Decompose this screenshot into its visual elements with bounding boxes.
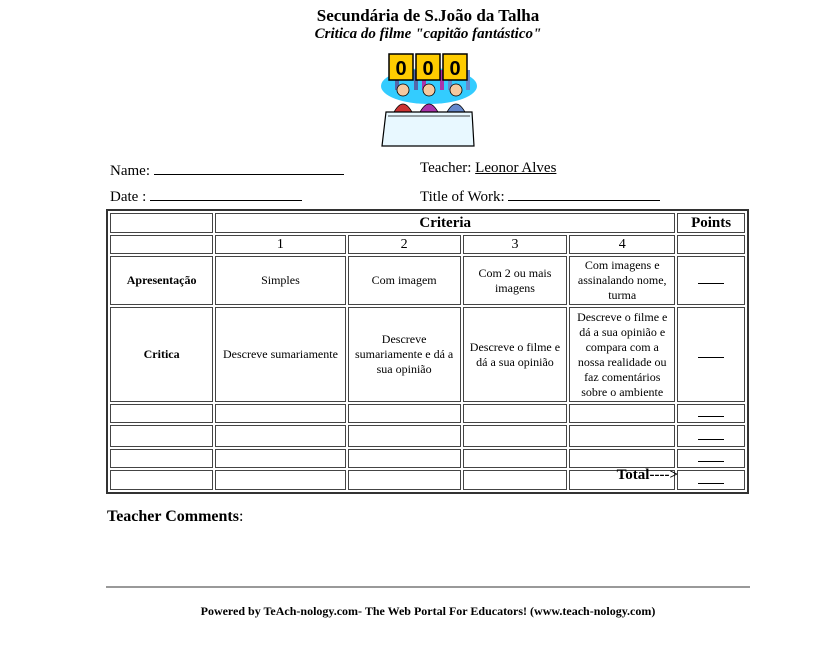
empty-cell (348, 404, 461, 423)
judges-clipart (376, 50, 482, 150)
empty-cell (569, 404, 675, 423)
rubric-header-row (110, 213, 745, 233)
empty-cell (348, 425, 461, 447)
teacher-comments (107, 508, 243, 526)
empty-cell (215, 470, 345, 490)
row-label-critica: Critica (110, 307, 213, 402)
empty-cell (463, 470, 568, 490)
corner-cell (110, 213, 213, 233)
empty-cell (569, 449, 675, 468)
table-row (110, 449, 745, 468)
score-card-3: 0 (449, 58, 461, 80)
rubric-cell: Descreve sumariamente (215, 307, 345, 402)
rubric-cell: Com imagem (348, 256, 461, 305)
total-blank[interactable] (698, 473, 724, 484)
empty-cell (569, 425, 675, 447)
points-blank[interactable] (698, 347, 724, 358)
rubric-cell: Simples (215, 256, 345, 305)
rubric-table (106, 209, 749, 494)
level-1: 1 (215, 235, 345, 254)
teacher-label: Teacher: (420, 160, 472, 176)
title-of-work-label: Title of Work: (420, 189, 505, 205)
points-blank[interactable] (698, 451, 724, 462)
school-title: Secundária de S.João da Talha (316, 6, 540, 25)
levels-row (110, 235, 745, 254)
rubric-cell: Descreve sumariamente e dá a sua opinião (348, 307, 461, 402)
name-label: Name: (110, 163, 150, 179)
teacher-comments-colon: : (238, 508, 244, 525)
empty-cell (463, 449, 568, 468)
teacher-comments-label: Teacher Comments (107, 508, 239, 525)
points-cell[interactable] (677, 449, 745, 468)
date-field[interactable] (110, 186, 302, 206)
footer-divider (106, 586, 750, 588)
empty-cell (215, 404, 345, 423)
level-3: 3 (463, 235, 568, 254)
date-label: Date : (110, 189, 147, 205)
rubric-cell: Descreve o filme e dá a sua opinião (463, 307, 568, 402)
rubric-cell: Com 2 ou mais imagens (463, 256, 568, 305)
total-points-cell[interactable] (677, 470, 745, 490)
footer-credit: Powered by TeAch-nology.com- The Web Portal For Educators! (www.teach-nology.com) (200, 604, 656, 618)
teacher-field (420, 160, 556, 177)
level-2: 2 (348, 235, 461, 254)
points-cell[interactable] (677, 307, 745, 402)
points-blank[interactable] (698, 273, 724, 284)
empty-cell (110, 404, 213, 423)
empty-cell (215, 449, 345, 468)
rubric-cell: Descreve o filme e dá a sua opinião e compara com a nossa realidade ou faz comentários sobre o ambiente (569, 307, 675, 402)
criteria-header: Criteria (215, 213, 675, 233)
levels-corner (110, 235, 213, 254)
empty-cell (463, 404, 568, 423)
points-cell[interactable] (677, 404, 745, 423)
empty-cell (110, 449, 213, 468)
empty-cell (215, 425, 345, 447)
empty-cell (110, 425, 213, 447)
points-blank[interactable] (698, 429, 724, 440)
score-cards (389, 54, 467, 80)
points-header: Points (677, 213, 745, 233)
empty-cell (463, 425, 568, 447)
levels-points-cell (677, 235, 745, 254)
teacher-name: Leonor Alves (475, 160, 557, 176)
empty-cell (348, 470, 461, 490)
level-4: 4 (569, 235, 675, 254)
empty-cell (110, 470, 213, 490)
title-of-work-field[interactable] (420, 186, 660, 206)
name-field[interactable] (110, 160, 344, 180)
table-row (110, 307, 745, 402)
empty-cell (348, 449, 461, 468)
points-cell[interactable] (677, 425, 745, 447)
points-blank[interactable] (698, 406, 724, 417)
date-blank[interactable] (150, 186, 302, 201)
table-row (110, 425, 745, 447)
points-cell[interactable] (677, 256, 745, 305)
score-card-1: 0 (395, 58, 407, 80)
row-label-apresentacao: Apresentação (110, 256, 213, 305)
table-row (110, 404, 745, 423)
score-card-2: 0 (422, 58, 434, 80)
table-row (110, 256, 745, 305)
title-of-work-blank[interactable] (508, 186, 660, 201)
total-label: Total----> (616, 467, 678, 483)
name-blank[interactable] (154, 160, 344, 175)
page-subtitle: Critica do filme "capitão fantástico" (314, 26, 542, 42)
rubric-cell: Com imagens e assinalando nome, turma (569, 256, 675, 305)
